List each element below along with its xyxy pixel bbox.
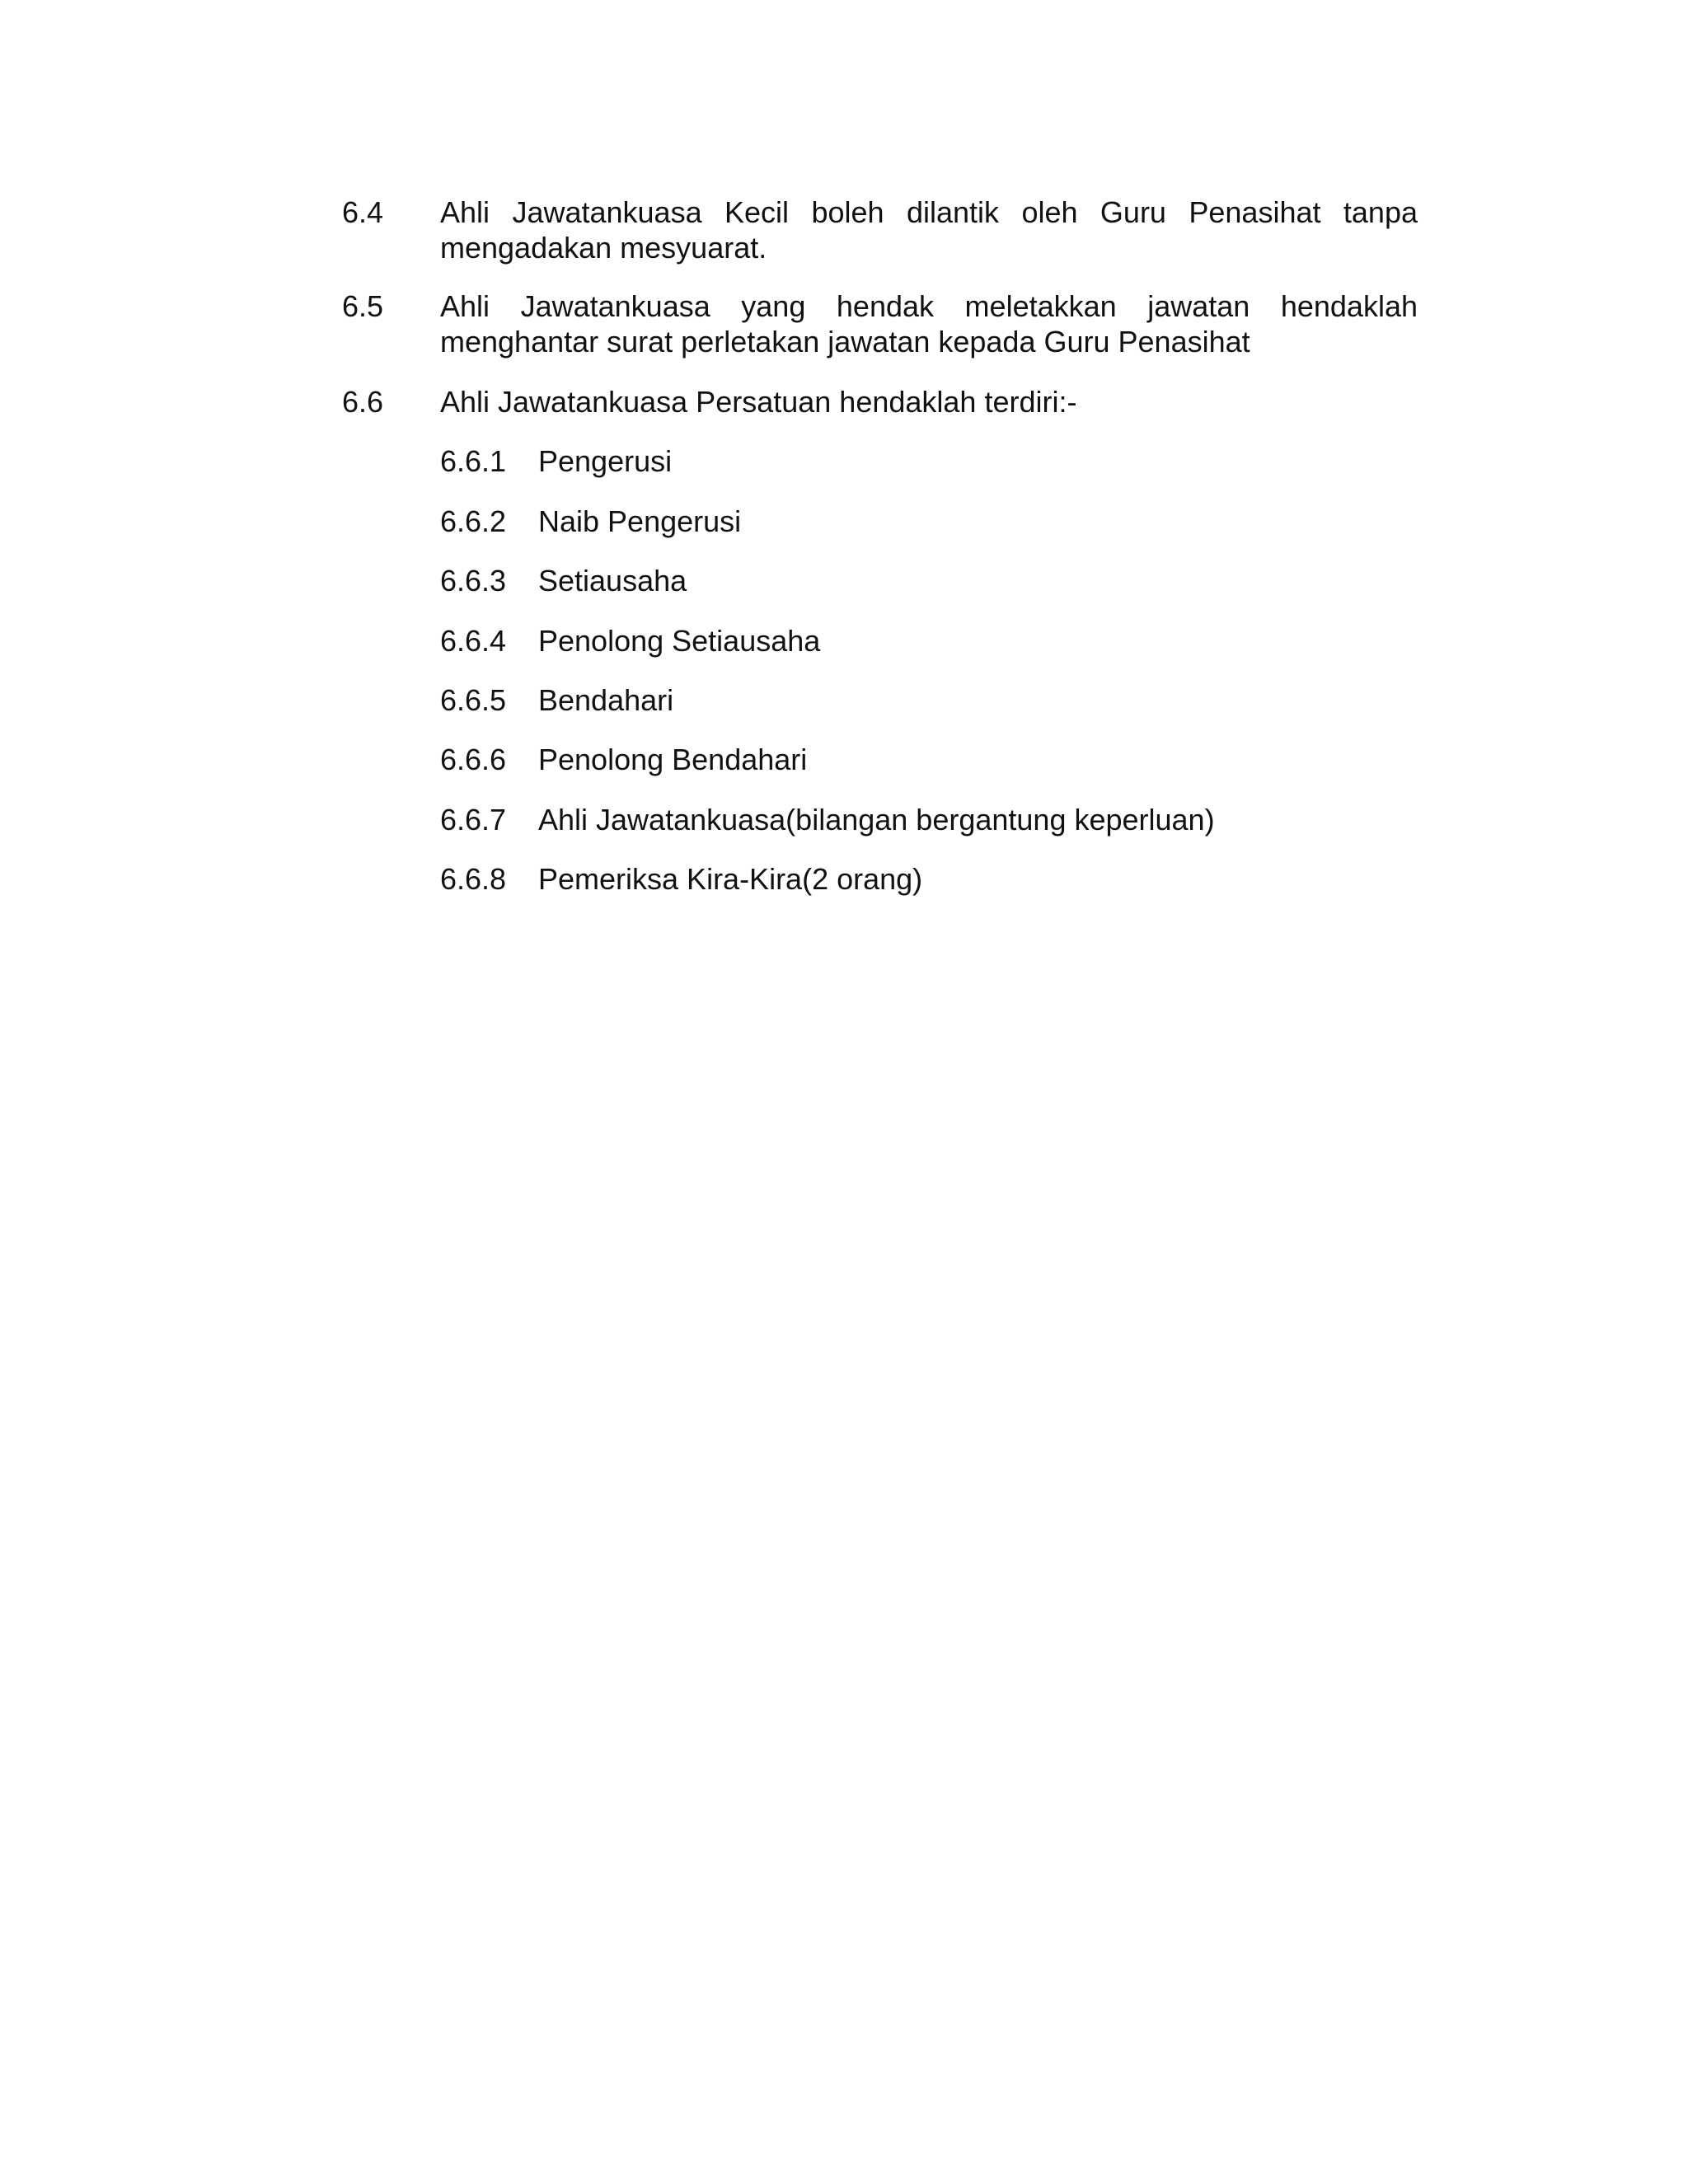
subclause-6-6-3 (440, 563, 1347, 598)
subclause-number: 6.6.5 (440, 683, 507, 717)
clause-text: Ahli Jawatankuasa Kecil boleh dilantik oleh Guru Penasihat tanpa mengadakan mesyuarat. (440, 195, 1418, 265)
subclause-6-6-8 (440, 861, 1347, 897)
subclause-text: Penolong Setiausaha (538, 624, 821, 658)
clause-6-4 (342, 194, 1418, 265)
subclause-6-6-1 (440, 443, 1347, 479)
subclause-number: 6.6.8 (440, 862, 507, 896)
subclause-text: Naib Pengerusi (538, 504, 742, 538)
subclause-text: Pengerusi (538, 444, 673, 478)
subclause-number: 6.6.2 (440, 504, 507, 538)
subclause-6-6-2 (440, 504, 1347, 539)
clause-number: 6.5 (342, 289, 384, 323)
clause-number: 6.4 (342, 195, 384, 229)
subclause-number: 6.6.6 (440, 743, 507, 776)
subclause-6-6-7 (440, 802, 1347, 837)
subclause-number: 6.6.4 (440, 624, 507, 658)
subclause-number: 6.6.7 (440, 803, 507, 837)
clause-text: Ahli Jawatankuasa Persatuan hendaklah terdiri:- (440, 385, 1077, 419)
clause-6-6 (342, 384, 1418, 419)
subclause-number: 6.6.3 (440, 564, 507, 598)
subclause-text: Pemeriksa Kira-Kira(2 orang) (538, 862, 923, 896)
subclause-text: Bendahari (538, 683, 674, 717)
subclause-text: Ahli Jawatankuasa(bilangan bergantung keperluan) (538, 803, 1215, 837)
clause-number: 6.6 (342, 385, 384, 419)
subclause-6-6-4 (440, 623, 1347, 658)
subclause-text: Setiausaha (538, 564, 687, 598)
subclause-text: Penolong Bendahari (538, 743, 808, 776)
clause-6-5 (342, 288, 1418, 359)
subclause-number: 6.6.1 (440, 444, 507, 478)
subclause-6-6-6 (440, 742, 1347, 777)
subclause-6-6-5 (440, 682, 1347, 718)
clause-text: Ahli Jawatankuasa yang hendak meletakkan jawatan hendaklah menghantar surat perletakan jawatan kepada Guru Penasihat (440, 289, 1418, 359)
